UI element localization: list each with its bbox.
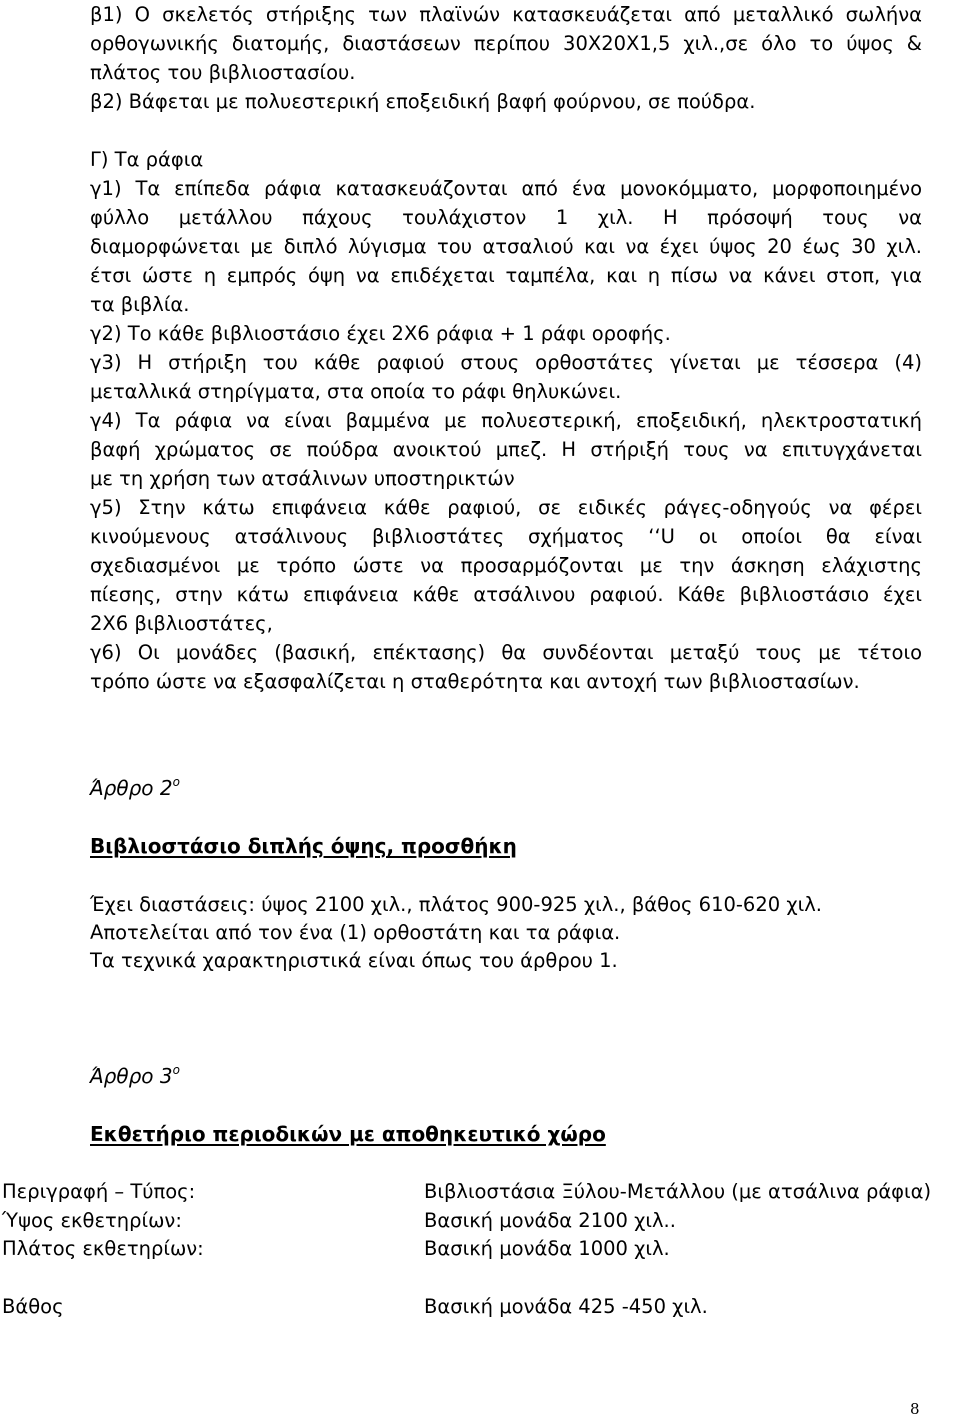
text-line: β2) Βάφεται με πολυεστερική εποξειδική βαφή φούρνου, σε πούδρα. — [90, 90, 756, 113]
spec-label: Πλάτος εκθετηρίων: — [2, 1237, 204, 1260]
spec-row — [0, 1180, 960, 1208]
spec-row — [0, 1237, 960, 1265]
article-2-label — [90, 775, 180, 800]
paragraph-gap — [90, 116, 922, 145]
article-2-body — [90, 891, 822, 975]
text-line: πίεσης, στην κάτω επιφάνεια κάθε ατσάλινου ραφιού. Κάθε βιβλιοστάσιο έχει — [90, 583, 922, 606]
text-line: πλάτος του βιβλιοστασίου. — [90, 61, 356, 84]
text-line: γ2) Το κάθε βιβλιοστάσιο έχει 2Χ6 ράφια + 1 ράφι οροφής. — [90, 322, 671, 345]
text-line: με τη χρήση των ατσάλινων υποστηρικτών — [90, 467, 515, 490]
text-line: μεταλλικά στηρίγματα, στα οποία το ράφι θηλυκώνει. — [90, 380, 622, 403]
text-line: έτσι ώστε η εμπρός όψη να επιδέχεται ταμπέλα, και η πίσω να κάνει στοπ, για — [90, 264, 922, 287]
spec-value: Βασική μονάδα 425 -450 χιλ. — [424, 1295, 708, 1318]
page-number: 8 — [910, 1400, 920, 1418]
spec-label: Ύψος εκθετηρίων: — [2, 1209, 182, 1232]
article-3-label — [90, 1063, 180, 1088]
text-line: Τα τεχνικά χαρακτηριστικά είναι όπως του άρθρου 1. — [90, 949, 618, 972]
spec-row — [0, 1295, 960, 1323]
article-3-title: Εκθετήριο περιοδικών με αποθηκευτικό χώρο — [90, 1122, 606, 1146]
text-line: τρόπο ώστε να εξασφαλίζεται η σταθερότητα και αντοχή των βιβλιοστασίων. — [90, 670, 860, 693]
text-line: 2Χ6 βιβλιοστάτες, — [90, 612, 273, 635]
text-line: σχεδιασμένοι με τρόπο ώστε να προσαρμόζονται με την άσκηση ελάχιστης — [90, 554, 922, 577]
spec-value: Βιβλιοστάσια Ξύλου-Μετάλλου (με ατσάλινα ράφια) — [424, 1180, 932, 1203]
article-label-superscript: ο — [172, 1063, 180, 1077]
text-line: γ6) Οι μονάδες (βασική, επέκτασης) θα συνδέονται μεταξύ τους με τέτοιο — [90, 641, 922, 664]
text-line: ορθογωνικής διατομής, διαστάσεων περίπου 30Χ20Χ1,5 χιλ.,σε όλο το ύψος & — [90, 32, 922, 55]
spec-row — [0, 1209, 960, 1237]
text-line: κινούμενους ατσάλινους βιβλιοστάτες σχήματος ‘‘U οι οποίοι θα είναι — [90, 525, 922, 548]
text-line: Έχει διαστάσεις: ύψος 2100 χιλ., πλάτος 900-925 χιλ., βάθος 610-620 χιλ. — [90, 893, 822, 916]
text-line: διαμορφώνεται με διπλό λύγισμα του ατσαλιού και να έχει ύψος 20 έως 30 χιλ. — [90, 235, 922, 258]
article-2-title: Βιβλιοστάσιο διπλής όψης, προσθήκη — [90, 834, 517, 858]
article-label-text: Άρθρο 2 — [90, 776, 173, 800]
text-line: β1) Ο σκελετός στήριξης των πλαϊνών κατασκευάζεται από μεταλλικό σωλήνα — [90, 3, 922, 26]
spec-value: Βασική μονάδα 1000 χιλ. — [424, 1237, 670, 1260]
text-line: γ5) Στην κάτω επιφάνεια κάθε ραφιού, σε ειδικές ράγες-οδηγούς να φέρει — [90, 496, 922, 519]
spec-value: Βασική μονάδα 2100 χιλ.. — [424, 1209, 676, 1232]
article-label-superscript: ο — [172, 775, 180, 789]
section-heading-shelves: Γ) Τα ράφια — [90, 148, 204, 171]
spec-label: Βάθος — [2, 1295, 64, 1318]
text-line: φύλλο μετάλλου πάχους τουλάχιστον 1 χιλ. Η πρόσοψή τους να — [90, 206, 922, 229]
spec-label: Περιγραφή – Τύπος: — [2, 1180, 196, 1203]
text-line: γ1) Τα επίπεδα ράφια κατασκευάζονται από ένα μονοκόμματο, μορφοποιημένο — [90, 177, 922, 200]
text-line: Αποτελείται από τον ένα (1) ορθοστάτη και τα ράφια. — [90, 921, 621, 944]
article-label-text: Άρθρο 3 — [90, 1064, 173, 1088]
text-line: γ4) Τα ράφια να είναι βαμμένα με πολυεστερική, εποξειδική, ηλεκτροστατική — [90, 409, 922, 432]
specification-body-text — [90, 0, 922, 696]
text-line: τα βιβλία. — [90, 293, 190, 316]
text-line: βαφή χρώματος σε πούδρα ανοικτού μπεζ. Η στήριξή τους να επιτυγχάνεται — [90, 438, 922, 461]
text-line: γ3) Η στήριξη του κάθε ραφιού στους ορθοστάτες γίνεται με τέσσερα (4) — [90, 351, 922, 374]
